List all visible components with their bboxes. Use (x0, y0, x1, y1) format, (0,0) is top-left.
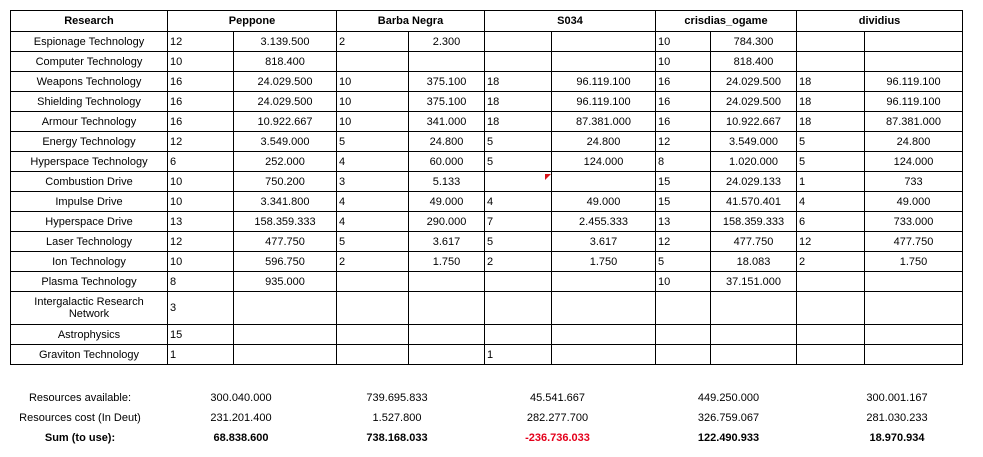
cost-cell: 1.750 (552, 252, 656, 272)
cost-cell (865, 292, 963, 325)
level-cell: 1 (485, 345, 552, 365)
level-cell: 12 (168, 132, 234, 152)
header-player: Peppone (168, 11, 337, 32)
cost-cell: 60.000 (409, 152, 485, 172)
level-cell (797, 325, 865, 345)
summary-table (0, 388, 980, 448)
level-cell (485, 292, 552, 325)
cost-cell: 158.359.333 (234, 212, 337, 232)
header-research: Research (11, 11, 168, 32)
research-name: Astrophysics (11, 325, 168, 345)
cost-cell (711, 345, 797, 365)
table-row (11, 172, 963, 192)
level-cell: 4 (485, 192, 552, 212)
cost-cell: 96.119.100 (865, 92, 963, 112)
level-cell: 15 (168, 325, 234, 345)
level-cell (337, 292, 409, 325)
level-cell: 5 (797, 152, 865, 172)
level-cell: 15 (656, 192, 711, 212)
cost-cell: 477.750 (711, 232, 797, 252)
cost-cell: 24.029.500 (234, 72, 337, 92)
summary-value: 739.695.833 (366, 392, 428, 404)
table-row (11, 132, 963, 152)
cost-cell (409, 292, 485, 325)
level-cell (656, 292, 711, 325)
cost-cell: 96.119.100 (865, 72, 963, 92)
cost-cell (409, 325, 485, 345)
table-row (11, 52, 963, 72)
research-name: Ion Technology (11, 252, 168, 272)
table-row (11, 32, 963, 52)
summary-label: Resources cost (In Deut) (19, 412, 141, 424)
level-cell: 18 (797, 112, 865, 132)
table-row (11, 345, 963, 365)
level-cell: 5 (337, 132, 409, 152)
level-cell: 16 (656, 72, 711, 92)
table-row (11, 72, 963, 92)
cost-cell: 596.750 (234, 252, 337, 272)
cost-cell: 3.549.000 (234, 132, 337, 152)
cost-cell: 935.000 (234, 272, 337, 292)
research-name: Hyperspace Technology (11, 152, 168, 172)
cost-cell: 341.000 (409, 112, 485, 132)
research-name: Plasma Technology (11, 272, 168, 292)
level-cell: 10 (168, 192, 234, 212)
level-cell: 8 (656, 152, 711, 172)
cost-cell: 3.549.000 (711, 132, 797, 152)
level-cell: 13 (656, 212, 711, 232)
level-cell: 10 (656, 32, 711, 52)
level-cell: 12 (797, 232, 865, 252)
cost-cell (409, 52, 485, 72)
level-cell (485, 32, 552, 52)
research-name: Combustion Drive (11, 172, 168, 192)
summary-value: -236.736.033 (525, 432, 590, 444)
level-cell (797, 292, 865, 325)
level-cell (485, 52, 552, 72)
summary-value: 738.168.033 (366, 432, 428, 444)
cost-cell: 3.617 (409, 232, 485, 252)
cost-cell: 477.750 (865, 232, 963, 252)
cost-cell: 41.570.401 (711, 192, 797, 212)
comment-indicator (545, 174, 551, 180)
resources-cost-row (0, 408, 980, 428)
level-cell: 15 (656, 172, 711, 192)
header-player: crisdias_ogame (656, 11, 797, 32)
sum-row (0, 428, 980, 448)
level-cell: 12 (656, 132, 711, 152)
level-cell: 10 (337, 112, 409, 132)
cost-cell: 124.000 (552, 152, 656, 172)
level-cell: 12 (168, 232, 234, 252)
cost-cell: 818.400 (711, 52, 797, 72)
table-row (11, 232, 963, 252)
cost-cell: 477.750 (234, 232, 337, 252)
level-cell (656, 345, 711, 365)
summary-value: 449.250.000 (697, 392, 760, 404)
cost-cell (711, 325, 797, 345)
table-row (11, 325, 963, 345)
research-name: Laser Technology (11, 232, 168, 252)
level-cell (797, 345, 865, 365)
level-cell: 12 (656, 232, 711, 252)
summary-value: 68.838.600 (213, 432, 269, 444)
level-cell: 10 (337, 72, 409, 92)
level-cell: 3 (168, 292, 234, 325)
level-cell (337, 325, 409, 345)
table-row (11, 272, 963, 292)
level-cell (485, 325, 552, 345)
cost-cell: 818.400 (234, 52, 337, 72)
level-cell: 4 (337, 152, 409, 172)
level-cell: 6 (797, 212, 865, 232)
level-cell: 7 (485, 212, 552, 232)
cost-cell: 375.100 (409, 72, 485, 92)
summary-label: Sum (to use): (44, 432, 116, 444)
research-name: Impulse Drive (11, 192, 168, 212)
level-cell: 16 (168, 72, 234, 92)
cost-cell (234, 292, 337, 325)
cost-cell (552, 345, 656, 365)
research-name: Energy Technology (11, 132, 168, 152)
cost-cell: 750.200 (234, 172, 337, 192)
level-cell: 5 (656, 252, 711, 272)
level-cell: 10 (168, 172, 234, 192)
level-cell: 5 (797, 132, 865, 152)
summary-value: 326.759.067 (697, 412, 760, 424)
cost-cell: 24.800 (865, 132, 963, 152)
level-cell: 16 (168, 112, 234, 132)
cost-cell: 1.750 (409, 252, 485, 272)
cost-cell (865, 52, 963, 72)
cost-cell: 24.029.500 (711, 92, 797, 112)
cost-cell (865, 345, 963, 365)
table-row (11, 92, 963, 112)
summary-value: 281.030.233 (866, 412, 928, 424)
level-cell (485, 172, 552, 192)
header-player: S034 (485, 11, 656, 32)
research-name: Hyperspace Drive (11, 212, 168, 232)
level-cell: 4 (337, 192, 409, 212)
cost-cell: 2.300 (409, 32, 485, 52)
summary-value: 231.201.400 (210, 412, 272, 424)
level-cell: 18 (485, 72, 552, 92)
cost-cell (552, 32, 656, 52)
cost-cell: 158.359.333 (711, 212, 797, 232)
cost-cell (552, 52, 656, 72)
research-name: Intergalactic Research Network (11, 292, 168, 325)
cost-cell (234, 325, 337, 345)
level-cell (337, 345, 409, 365)
summary-value: 300.040.000 (210, 392, 272, 404)
level-cell: 18 (797, 92, 865, 112)
cost-cell: 2.455.333 (552, 212, 656, 232)
level-cell: 18 (797, 72, 865, 92)
level-cell (485, 272, 552, 292)
summary-value: 282.277.700 (526, 412, 589, 424)
level-cell: 10 (656, 52, 711, 72)
level-cell: 5 (485, 132, 552, 152)
table-row (11, 212, 963, 232)
cost-cell (865, 32, 963, 52)
cost-cell (865, 272, 963, 292)
cost-cell (552, 272, 656, 292)
cost-cell: 3.341.800 (234, 192, 337, 212)
level-cell (797, 52, 865, 72)
cost-cell: 733 (865, 172, 963, 192)
level-cell: 1 (168, 345, 234, 365)
cost-cell: 24.800 (409, 132, 485, 152)
cost-cell: 1.750 (865, 252, 963, 272)
cost-cell: 252.000 (234, 152, 337, 172)
table-row (11, 252, 963, 272)
cost-cell: 18.083 (711, 252, 797, 272)
level-cell: 5 (337, 232, 409, 252)
cost-cell: 49.000 (552, 192, 656, 212)
research-name: Shielding Technology (11, 92, 168, 112)
table-row (11, 152, 963, 172)
level-cell: 16 (168, 92, 234, 112)
level-cell: 18 (485, 92, 552, 112)
level-cell (797, 272, 865, 292)
level-cell (337, 272, 409, 292)
level-cell: 1 (797, 172, 865, 192)
cost-cell: 1.020.000 (711, 152, 797, 172)
cost-cell (409, 272, 485, 292)
level-cell: 6 (168, 152, 234, 172)
cost-cell: 3.139.500 (234, 32, 337, 52)
cost-cell: 87.381.000 (865, 112, 963, 132)
level-cell: 2 (485, 252, 552, 272)
level-cell: 5 (485, 232, 552, 252)
cost-cell: 49.000 (409, 192, 485, 212)
cost-cell: 10.922.667 (234, 112, 337, 132)
summary-value: 300.001.167 (866, 392, 928, 404)
cost-cell (711, 292, 797, 325)
cost-cell: 49.000 (865, 192, 963, 212)
level-cell: 13 (168, 212, 234, 232)
header-row (11, 11, 963, 32)
level-cell: 4 (337, 212, 409, 232)
research-table (10, 10, 963, 365)
cost-cell: 96.119.100 (552, 72, 656, 92)
table-row (11, 292, 963, 325)
level-cell: 12 (168, 32, 234, 52)
level-cell: 10 (168, 252, 234, 272)
level-cell: 18 (485, 112, 552, 132)
cost-cell (552, 292, 656, 325)
cost-cell: 3.617 (552, 232, 656, 252)
research-name: Espionage Technology (11, 32, 168, 52)
level-cell: 10 (168, 52, 234, 72)
summary-value: 122.490.933 (697, 432, 760, 444)
level-cell: 16 (656, 92, 711, 112)
research-name: Armour Technology (11, 112, 168, 132)
level-cell: 3 (337, 172, 409, 192)
research-name: Graviton Technology (11, 345, 168, 365)
resources-available-row (0, 388, 980, 408)
cost-cell (552, 172, 656, 192)
level-cell: 10 (656, 272, 711, 292)
cost-cell: 733.000 (865, 212, 963, 232)
cost-cell (409, 345, 485, 365)
cost-cell: 37.151.000 (711, 272, 797, 292)
level-cell: 10 (337, 92, 409, 112)
cost-cell: 10.922.667 (711, 112, 797, 132)
cost-cell: 24.029.500 (234, 92, 337, 112)
cost-cell: 124.000 (865, 152, 963, 172)
cost-cell: 290.000 (409, 212, 485, 232)
cost-cell: 24.029.133 (711, 172, 797, 192)
header-player: Barba Negra (337, 11, 485, 32)
summary-label: Resources available: (28, 392, 132, 404)
level-cell: 4 (797, 192, 865, 212)
level-cell (656, 325, 711, 345)
summary-value: 1.527.800 (372, 412, 422, 424)
level-cell: 2 (337, 32, 409, 52)
cost-cell: 87.381.000 (552, 112, 656, 132)
level-cell: 16 (656, 112, 711, 132)
level-cell (337, 52, 409, 72)
cost-cell (865, 325, 963, 345)
cost-cell: 5.133 (409, 172, 485, 192)
level-cell: 8 (168, 272, 234, 292)
header-player: dividius (797, 11, 963, 32)
cost-cell (234, 345, 337, 365)
cost-cell (552, 325, 656, 345)
level-cell (797, 32, 865, 52)
table-row (11, 192, 963, 212)
cost-cell: 375.100 (409, 92, 485, 112)
level-cell: 2 (337, 252, 409, 272)
summary-value: 45.541.667 (529, 392, 586, 404)
research-name: Computer Technology (11, 52, 168, 72)
research-name: Weapons Technology (11, 72, 168, 92)
cost-cell: 24.800 (552, 132, 656, 152)
table-row (11, 112, 963, 132)
summary-value: 18.970.934 (869, 432, 925, 444)
level-cell: 2 (797, 252, 865, 272)
cost-cell: 24.029.500 (711, 72, 797, 92)
level-cell: 5 (485, 152, 552, 172)
cost-cell: 784.300 (711, 32, 797, 52)
cost-cell: 96.119.100 (552, 92, 656, 112)
